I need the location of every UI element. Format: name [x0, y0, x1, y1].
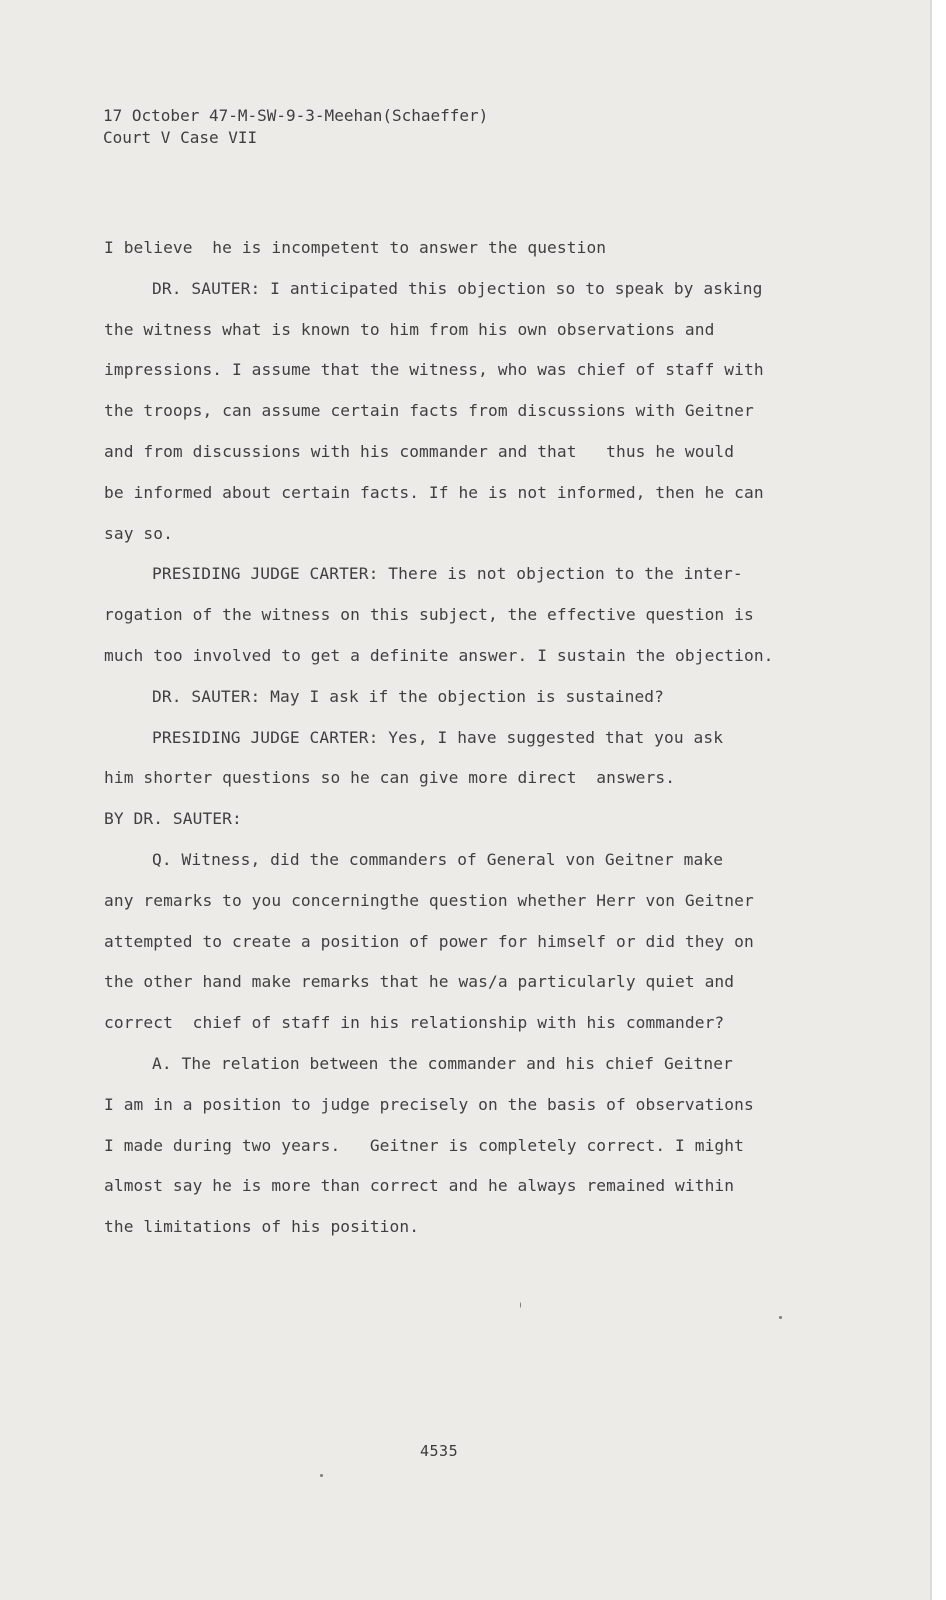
- page-number: 4535: [420, 1442, 459, 1460]
- header-date-reference: 17 October 47-M-SW-9-3-Meehan(Schaeffer): [103, 106, 489, 125]
- header-court-case: Court V Case VII: [103, 128, 258, 147]
- transcript-line: impressions. I assume that the witness, who was chief of staff with: [104, 360, 764, 380]
- transcript-line: I believe he is incompetent to answer the question: [104, 238, 607, 257]
- transcript-body: [104, 228, 816, 1248]
- transcript-line: rogation of the witness on this subject, the effective question is: [104, 605, 754, 625]
- transcript-line: I am in a position to judge precisely on the basis of observations: [104, 1094, 754, 1114]
- transcript-line: the troops, can assume certain facts from discussions with Geitner: [104, 401, 754, 421]
- document-header: [103, 105, 488, 149]
- transcript-line: DR. SAUTER: May I ask if the objection is sustained?: [152, 686, 664, 706]
- transcript-line: PRESIDING JUDGE CARTER: Yes, I have suggested that you ask: [152, 727, 724, 747]
- transcript-line: much too involved to get a definite answer. I sustain the objection.: [104, 645, 774, 665]
- transcript-line: any remarks to you concerningthe question whether Herr von Geitner: [104, 890, 754, 910]
- transcript-line: Q. Witness, did the commanders of General von Geitner make: [152, 849, 724, 869]
- transcript-line: the limitations of his position.: [104, 1217, 420, 1237]
- transcript-line: attempted to create a position of power for himself or did they on: [104, 931, 754, 951]
- transcript-line: him shorter questions so he can give more direct answers.: [104, 768, 676, 788]
- transcript-line: be informed about certain facts. If he is not informed, then he can: [104, 482, 764, 502]
- scan-speck: [779, 1316, 782, 1319]
- scan-speck: [320, 1474, 323, 1477]
- transcript-line: PRESIDING JUDGE CARTER: There is not objection to the inter-: [152, 564, 743, 584]
- transcript-line: correct chief of staff in his relationship with his commander?: [104, 1013, 725, 1033]
- transcript-line: the witness what is known to him from his own observations and: [104, 319, 715, 339]
- transcript-line: say so.: [104, 523, 173, 543]
- transcript-line: the other hand make remarks that he was/a particularly quiet and: [104, 972, 735, 992]
- transcript-line: BY DR. SAUTER:: [104, 809, 242, 829]
- scan-speck: [520, 1302, 521, 1308]
- transcript-line: A. The relation between the commander and his chief Geitner: [152, 1053, 733, 1073]
- transcript-line: DR. SAUTER: I anticipated this objection so to speak by asking: [152, 278, 763, 298]
- transcript-line: and from discussions with his commander and that thus he would: [104, 441, 735, 461]
- transcript-line: I made during two years. Geitner is completely correct. I might: [104, 1135, 744, 1155]
- transcript-line: almost say he is more than correct and he always remained within: [104, 1176, 735, 1196]
